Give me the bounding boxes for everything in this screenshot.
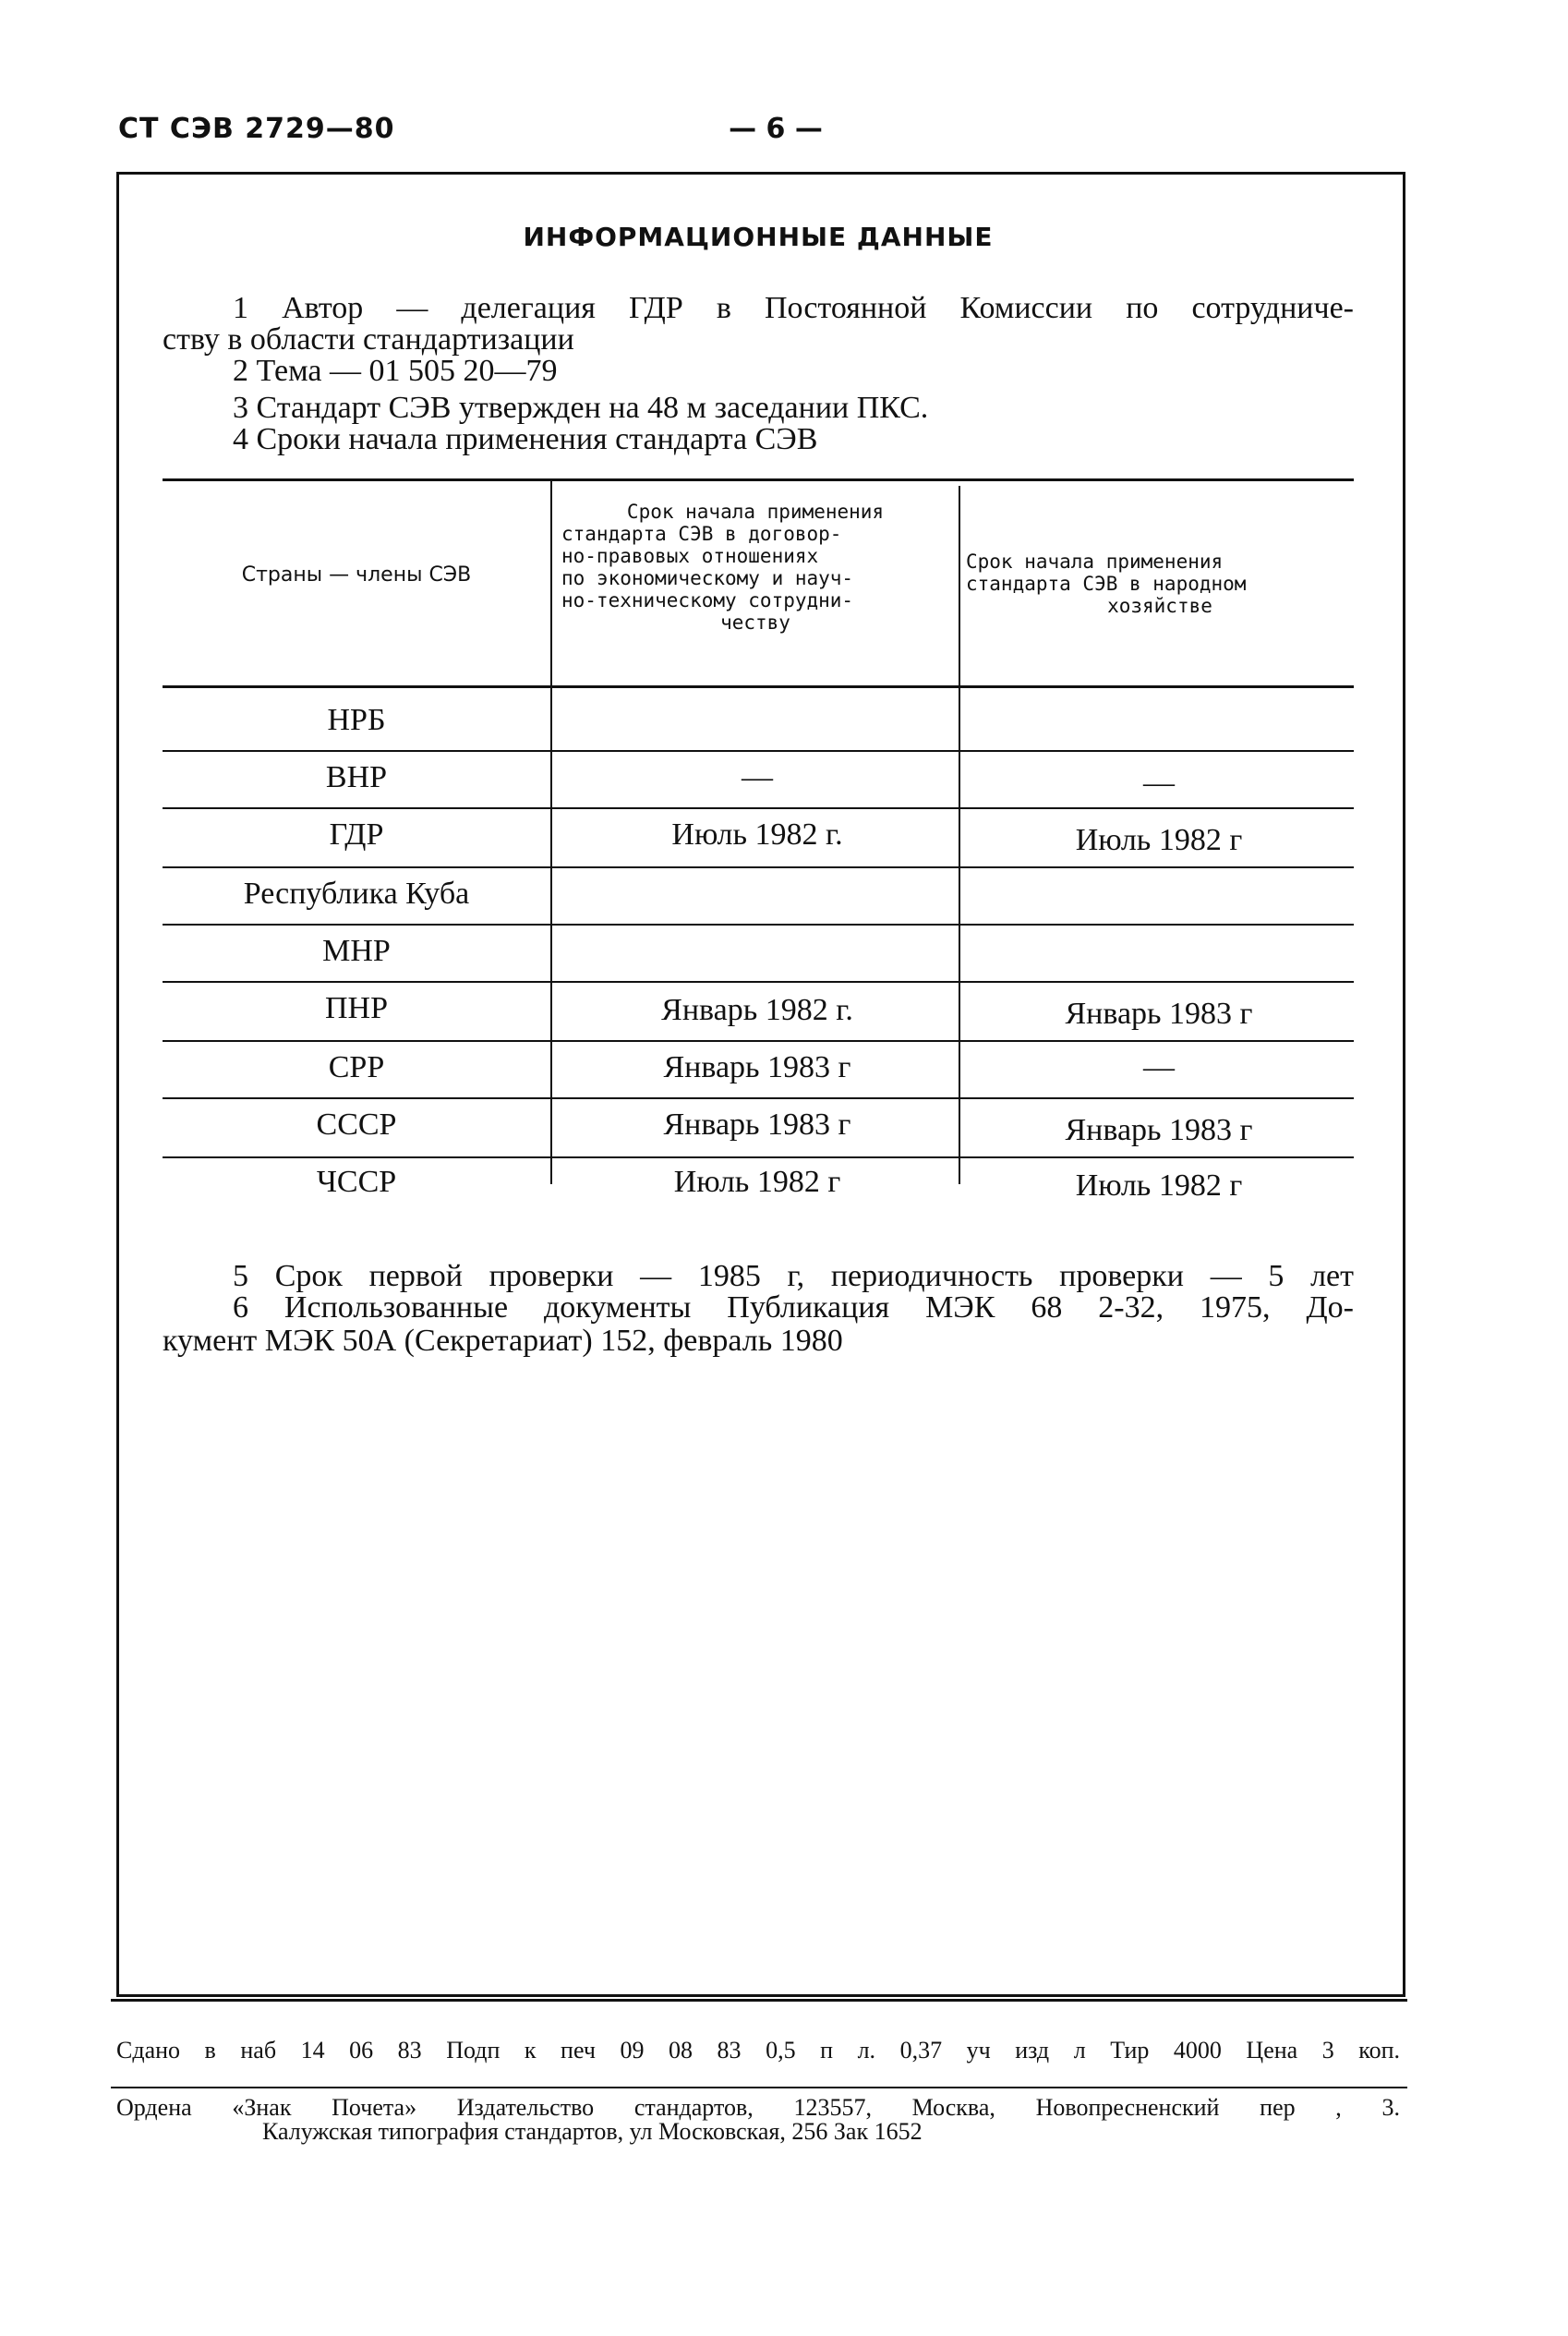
header-contract-line-2: стандарта СЭВ в договор- — [561, 523, 842, 545]
row-1-rule — [163, 750, 1354, 752]
row-3-country: ГДР — [329, 817, 384, 852]
print-info: Сдано в наб 14 06 83 Подп к печ 09 08 83 0,5 п л. 0,37 уч изд л Тир 4000 Цена 3 коп. — [116, 2037, 1400, 2064]
row-6-rule — [163, 1040, 1354, 1042]
item-4: 4 Сроки начала применения стандарта СЭВ — [233, 422, 818, 456]
item-6-line-1: 6 Использованные документы Публикация МЭК 68 2-32, 1975, До- — [233, 1290, 1354, 1325]
header-economy-line-2: стандарта СЭВ в народном — [966, 573, 1247, 595]
row-8-contract: Январь 1983 г — [663, 1107, 851, 1142]
item-1-line-1: 1 Автор — делегация ГДР в Постоянной Комиссии по сотрудниче- — [233, 291, 1354, 325]
header-divider-1 — [550, 480, 552, 685]
frame-bottom-rule — [111, 1999, 1407, 2002]
table-top-rule — [163, 478, 1354, 481]
row-8-economy: Январь 1983 г — [1065, 1113, 1253, 1147]
row-4-country: Республика Куба — [243, 877, 470, 911]
header-contract-line-6: честву — [720, 611, 790, 634]
table-header-rule — [163, 685, 1354, 688]
header-economy-line-1: Срок начала применения — [966, 551, 1224, 573]
row-6-contract: Январь 1982 г. — [661, 993, 853, 1027]
row-7-contract: Январь 1983 г — [663, 1050, 851, 1084]
row-7-rule — [163, 1097, 1354, 1099]
row-3-contract: Июль 1982 г. — [671, 817, 843, 852]
document-code: СТ СЭВ 2729—80 — [118, 113, 395, 145]
item-6-line-2: кумент МЭК 50А (Секретариат) 152, февраль 1980 — [163, 1324, 843, 1358]
row-2-rule — [163, 807, 1354, 809]
row-9-economy: Июль 1982 г — [1075, 1168, 1243, 1203]
row-9-contract: Июль 1982 г — [673, 1165, 841, 1199]
row-7-economy: — — [1143, 1050, 1175, 1084]
row-8-country: СССР — [316, 1107, 397, 1142]
row-5-country: МНР — [322, 934, 391, 968]
row-1-country: НРБ — [327, 703, 386, 737]
item-3: 3 Стандарт СЭВ утвержден на 48 м заседании ПКС. — [233, 391, 929, 425]
row-6-country: ПНР — [324, 991, 389, 1025]
item-5: 5 Срок первой проверки — 1985 г, периодичность проверки — 5 лет — [233, 1259, 1354, 1293]
row-4-rule — [163, 924, 1354, 926]
header-contract-line-1: Срок начала применения — [626, 501, 885, 523]
row-3-rule — [163, 866, 1354, 868]
row-5-rule — [163, 981, 1354, 983]
row-2-economy: — — [1143, 766, 1175, 800]
footer-rule — [111, 2087, 1407, 2088]
row-3-economy: Июль 1982 г — [1075, 823, 1243, 857]
item-1-line-2: ству в области стандартизации — [163, 322, 574, 357]
implementation-table — [163, 471, 1354, 1210]
row-8-rule — [163, 1156, 1354, 1158]
header-divider-2 — [959, 486, 960, 685]
header-contract-line-5: но-техническому сотрудни- — [561, 589, 854, 611]
body-divider-2 — [959, 687, 960, 1184]
publisher-line-1: Ордена «Знак Почета» Издательство стандартов, 123557, Москва, Новопресненский пер , 3. — [116, 2094, 1400, 2121]
publisher-line-2: Калужская типография стандартов, ул Московская, 256 Зак 1652 — [262, 2118, 923, 2145]
row-2-contract: — — [742, 760, 773, 794]
header-countries: Страны — члены СЭВ — [241, 563, 472, 587]
item-2: 2 Тема — 01 505 20—79 — [233, 354, 558, 388]
row-2-country: ВНР — [325, 760, 388, 794]
row-6-economy: Январь 1983 г — [1065, 997, 1253, 1031]
header-contract-line-3: но-правовых отношениях — [561, 545, 819, 567]
page-number: — 6 — — [729, 113, 823, 145]
row-9-country: ЧССР — [316, 1165, 397, 1199]
body-divider-1 — [550, 687, 552, 1184]
row-7-country: СРР — [328, 1050, 385, 1084]
section-title: ИНФОРМАЦИОННЫЕ ДАННЫЕ — [523, 222, 994, 252]
header-economy-line-3: хозяйстве — [1107, 595, 1212, 617]
header-contract-line-4: по экономическому и науч- — [561, 567, 854, 589]
